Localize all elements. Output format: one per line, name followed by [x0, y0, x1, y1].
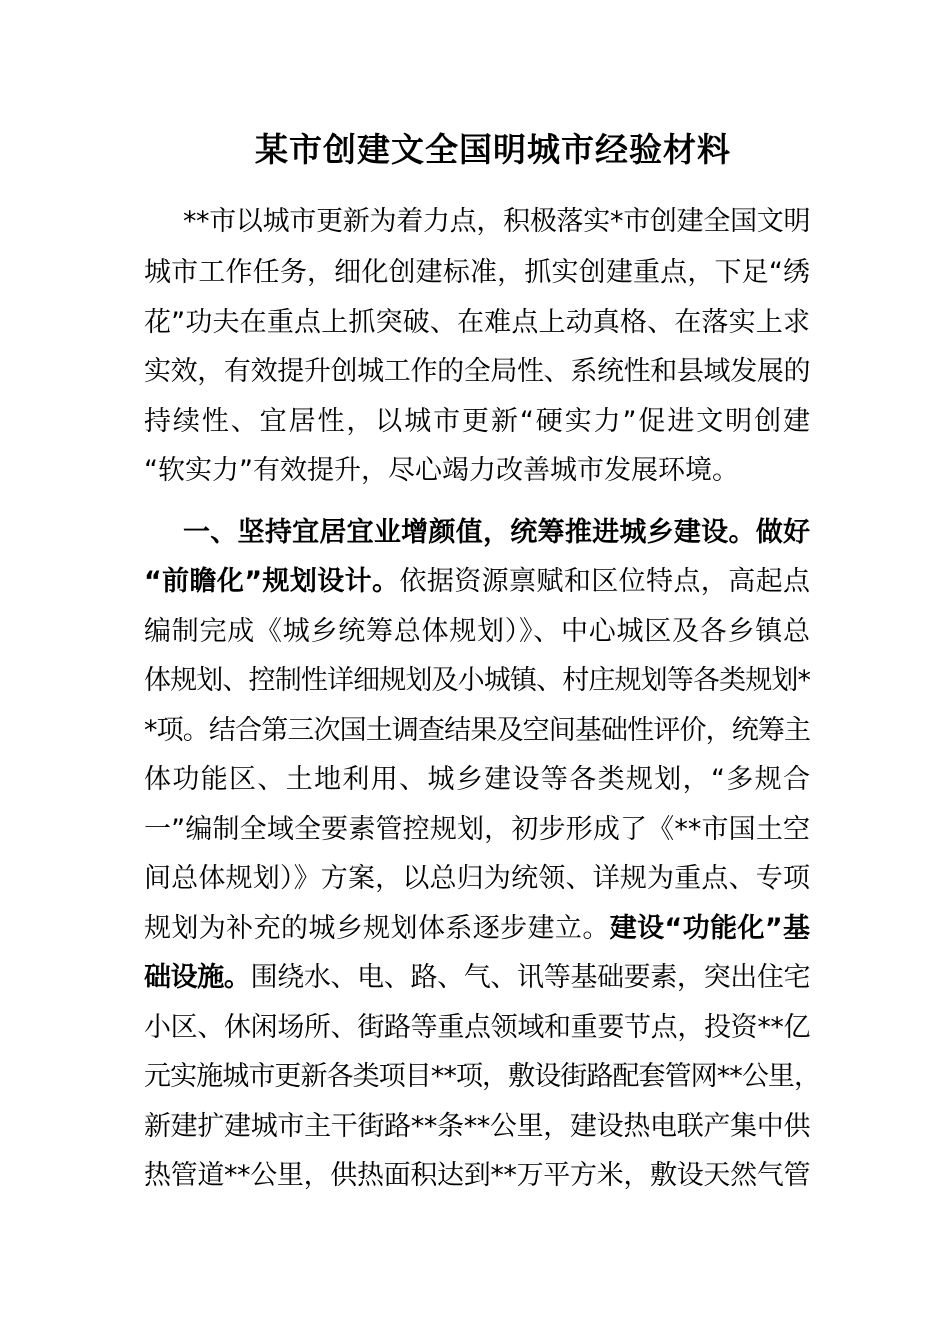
text-line [144, 557, 810, 607]
text-line [144, 755, 810, 805]
text-line [144, 656, 810, 706]
text-line [144, 854, 810, 904]
text-run: 新建扩建城市主干街路**条**公里，建设热电联产集中供 [144, 1111, 810, 1142]
text-run: 间总体规划）》方案，以总归为统领、详规为重点、专项 [144, 863, 810, 894]
text-line [144, 347, 810, 397]
text-line [144, 1151, 810, 1201]
text-line [144, 904, 810, 954]
text-run: 一”编制全域全要素管控规划，初步形成了《**市国土空 [144, 814, 810, 845]
text-run: **市以城市更新为着力点，积极落实*市创建全国文明 [183, 206, 810, 237]
text-line [144, 805, 810, 855]
bold-run: 础设施。 [144, 962, 251, 993]
text-run: 花”功夫在重点上抓突破、在难点上动真格、在落实上求 [144, 307, 810, 338]
document-title: 某市创建文全国明城市经验材料 [255, 130, 731, 169]
bold-run: 一、坚持宜居宜业增颜值，统筹推进城乡建设。做好 [183, 517, 810, 548]
text-line [144, 1003, 810, 1053]
text-run: 围绕水、电、路、气、讯等基础要素，突出住宅 [250, 962, 811, 993]
text-run: 热管道**公里，供热面积达到**万平方米，敷设天然气管 [144, 1160, 810, 1191]
text-line [183, 197, 810, 247]
text-line [144, 1102, 810, 1152]
text-run: *项。结合第三次国土调查结果及空间基础性评价，统筹主 [144, 715, 810, 746]
text-run: 规划为补充的城乡规划体系逐步建立。 [144, 913, 610, 944]
text-run: 依据资源禀赋和区位特点，高起点 [399, 566, 810, 597]
text-line [144, 298, 810, 348]
text-run: 体规划、控制性详细规划及小城镇、村庄规划等各类规划* [144, 665, 810, 696]
text-line [144, 1052, 820, 1102]
text-line [144, 248, 810, 298]
text-run: 城市工作任务，细化创建标准，抓实创建重点，下足“绣 [144, 257, 810, 288]
text-run: 小区、休闲场所、街路等重点领域和重要节点，投资**亿 [144, 1012, 810, 1043]
text-run: 持续性、宜居性，以城市更新“硬实力”促进文明创建 [144, 406, 810, 437]
text-run: 编制完成《城乡统筹总体规划）》、中心城区及各乡镇总 [144, 616, 810, 647]
text-line [144, 953, 810, 1003]
text-line [144, 706, 810, 756]
text-line [144, 446, 810, 496]
section-heading-line [183, 508, 810, 558]
text-run: 元实施城市更新各类项目**项，敷设街路配套管网**公里， [144, 1061, 820, 1092]
text-run: “软实力”有效提升，尽心竭力改善城市发展环境。 [144, 455, 739, 486]
text-line [144, 607, 810, 657]
text-line [144, 397, 810, 447]
bold-run: 建设“功能化”基 [609, 913, 810, 944]
text-run: 实效，有效提升创城工作的全局性、系统性和县域发展的 [144, 356, 810, 387]
text-run: 体功能区、土地利用、城乡建设等各类规划，“多规合 [144, 764, 810, 795]
bold-run: “前瞻化”规划设计。 [144, 566, 400, 597]
